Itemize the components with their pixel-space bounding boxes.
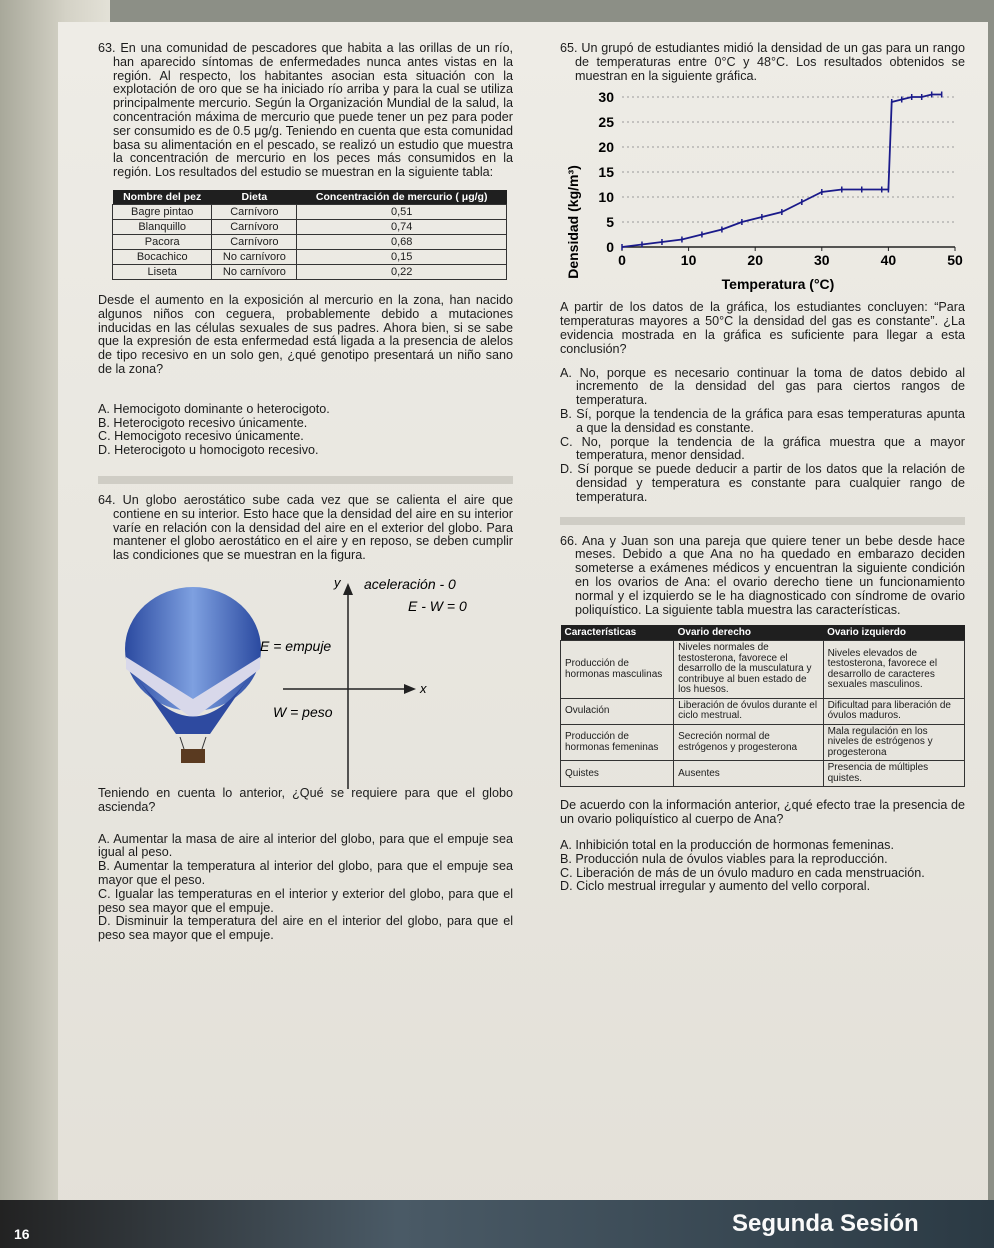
table-row: [561, 698, 965, 724]
x-tick-label: 50: [947, 252, 963, 269]
q64-text: 64. Un globo aerostático sube cada vez que se calienta el aire que contiene en su interior. Esto hace que la densidad del aire en su interior varíe en relación con la densidad del aire en el exterior del globo. Para mantener el globo aerostático en el aire y en reposo, se deben cumplir las condiciones que se muestran en la figura.: [98, 492, 513, 563]
q65-options: [560, 367, 965, 505]
cell: Carnívoro: [212, 234, 297, 249]
hot-air-balloon-icon: [125, 587, 261, 763]
cell: Dificultad para liberación de óvulos maduros.: [823, 698, 964, 724]
cell: Liberación de óvulos durante el ciclo mestrual.: [674, 698, 823, 724]
cell: Quistes: [561, 761, 674, 787]
option-a[interactable]: A. Inhibición total en la producción de hormonas femeninas.: [560, 837, 894, 852]
cell: 0,15: [297, 249, 507, 264]
option-b[interactable]: B. Heterocigoto recesivo únicamente.: [98, 415, 308, 430]
cell: No carnívoro: [212, 249, 297, 264]
option-a[interactable]: A. No, porque es necesario continuar la toma de datos debido al incremento de la densidad del gas para ciertos rangos de temperatura.: [560, 365, 965, 408]
y-tick-label: 25: [598, 114, 614, 131]
q64-options: [98, 833, 513, 943]
x-tick-label: 30: [814, 252, 830, 269]
option-c[interactable]: C. Hemocigoto recesivo únicamente.: [98, 429, 304, 444]
cell: Ausentes: [674, 761, 823, 787]
option-b[interactable]: B. Aumentar la temperatura al interior del globo, para que el empuje sea mayor que el peso.: [98, 859, 513, 887]
equation-label: E - W = 0: [408, 597, 467, 614]
cell: 0,74: [297, 219, 507, 234]
q66-options: [560, 839, 965, 894]
table-header: Nombre del pez: [113, 190, 212, 205]
table-row: [561, 641, 965, 699]
y-tick-label: 0: [606, 239, 614, 256]
cell: Blanquillo: [113, 219, 212, 234]
x-tick-label: 20: [747, 252, 763, 269]
q63-options: [98, 403, 513, 458]
x-axis-label: x: [420, 680, 427, 696]
table-header: Características: [561, 625, 674, 641]
q66-question: De acuerdo con la información anterior, ¿qué efecto trae la presencia de un ovario poliquístico al cuerpo de Ana?: [560, 798, 965, 827]
series-line: [622, 95, 942, 248]
option-d[interactable]: D. Sí porque se puede deducir a partir de los datos que la relación de densidad y temperatura es constante para cualquier rango de temperatura.: [560, 462, 965, 504]
option-d[interactable]: D. Ciclo mestrual irregular y aumento del vello corporal.: [560, 879, 871, 894]
y-tick-label: 5: [606, 214, 614, 231]
section-title: Segunda Sesión: [732, 1210, 919, 1237]
q63-question: Desde el aumento en la exposición al mercurio en la zona, han nacido algunos niños con ceguera, probablemente debido a mutaciones inducidas en las células sexuales de sus padres. Ahora bien, si se sabe que la expresión de esta enfermedad está ligada a la presencia de alelos de tipo recesivo en un solo gen, ¿qué genotipo presentará un niño sano de la zona?: [98, 292, 513, 376]
q65-question: A partir de los datos de la gráfica, los estudiantes concluyen: “Para temperaturas mayores a 50°C la densidad del gas es constante”. ¿La evidencia mostrada en la gráfica es suficiente para llegar a esta conclusión?: [560, 300, 965, 356]
q66-text: 66. Ana y Juan son una pareja que quiere tener un bebe desde hace meses. Debido a que Ana no ha quedado en embarazo deciden someterse a exámenes médicos y encuentran la siguiente condición en los ovarios de Ana: el ovario derecho tiene un funcionamiento normal y el izquierdo se le ha diagnosticado con síndrome de ovario poliquístico. La siguiente tabla muestra las características.: [560, 533, 965, 617]
balloon-figure: [98, 569, 513, 795]
x-tick-label: 40: [880, 252, 897, 269]
y-tick-label: 20: [598, 139, 614, 156]
option-b[interactable]: B. Sí, porque la tendencia de la gráfica para esas temperaturas apunta a que la densidad es constante.: [560, 406, 965, 435]
force-axes: [283, 583, 416, 789]
y-axis-label: y: [334, 574, 341, 590]
table-header: Ovario izquierdo: [823, 625, 964, 641]
option-d[interactable]: D. Disminuir la temperatura del aire en el interior del globo, para que el peso sea mayor que el empuje.: [98, 914, 513, 943]
q66-table: [560, 625, 965, 787]
q63-text: 63. En una comunidad de pescadores que habita a las orillas de un río, han aparecido síntomas de enfermedades nunca antes vistas en la región. Al respecto, los habitantes asocian esta situación con la explotación de oro que se ha iniciado río arriba y para la cual se utiliza principalmente mercurio. Según la Organización Mundial de la salud, la concentración máxima de mercurio que puede tener un pez para poder ser consumido es de 0.5 μg/g. Teniendo en cuenta que esta comunidad basa su alimentación en el pescado, se realizó un estudio que muestra la concentración de mercurio en los peces más consumidos en la región. Los resultados del estudio se muestran en la siguiente tabla:: [98, 41, 513, 180]
y-tick-label: 30: [598, 89, 614, 106]
table-row: [113, 204, 507, 219]
cell: Mala regulación en los niveles de estrógenos y progesterona: [823, 724, 964, 761]
cell: Liseta: [113, 264, 212, 279]
table-row: [113, 264, 507, 279]
table-row: [561, 761, 965, 787]
cell: 0,22: [297, 264, 507, 279]
weight-label: W = peso: [273, 703, 333, 720]
q63-table: [112, 190, 507, 280]
divider: [560, 517, 965, 525]
table-row: [561, 724, 965, 761]
cell: 0,68: [297, 234, 507, 249]
q65-text: 65. Un grupó de estudiantes midió la densidad de un gas para un rango de temperaturas entre 0°C y 48°C. Los resultados obtenidos se muestran en la siguiente gráfica.: [560, 41, 965, 83]
cell: No carnívoro: [212, 264, 297, 279]
cell: Producción de hormonas masculinas: [561, 641, 674, 699]
cell: Producción de hormonas femeninas: [561, 724, 674, 761]
cell: Niveles normales de testosterona, favorece el desarrollo de la musculatura y contribuye al buen estado de los huesos.: [674, 641, 823, 699]
cell: 0,51: [297, 204, 507, 219]
balloon-diagram: [98, 569, 513, 795]
density-chart: [560, 87, 965, 297]
divider: [98, 476, 513, 484]
table-row: [113, 219, 507, 234]
x-tick-label: 10: [680, 252, 697, 269]
cell: Bagre pintao: [113, 204, 212, 219]
cell: Carnívoro: [212, 219, 297, 234]
acceleration-label: aceleración - 0: [364, 575, 456, 592]
q64-question: Teniendo en cuenta lo anterior, ¿Qué se requiere para que el globo ascienda?: [98, 785, 513, 814]
x-axis-title: Temperatura (°C): [721, 276, 835, 293]
table-header: Concentración de mercurio ( μg/g): [297, 190, 507, 205]
cell: Niveles elevados de testosterona, favorece el desarrollo de caracteres sexuales masculinos.: [823, 641, 964, 699]
table-header: Ovario derecho: [674, 625, 823, 641]
x-tick-label: 0: [618, 252, 626, 269]
option-b[interactable]: B. Producción nula de óvulos viables para la reproducción.: [560, 851, 888, 866]
thrust-label: E = empuje: [260, 637, 332, 654]
y-axis-title: Densidad (kg/m³): [565, 165, 581, 280]
table-header: Dieta: [212, 190, 297, 205]
option-c[interactable]: C. Igualar las temperaturas en el interior y exterior del globo, para que el peso sea mayor que el empuje.: [98, 886, 513, 915]
cell: Carnívoro: [212, 204, 297, 219]
cell: Secreción normal de estrógenos y progesterona: [674, 724, 823, 761]
right-column: [560, 42, 965, 894]
table-row: [113, 234, 507, 249]
option-d[interactable]: D. Heterocigoto u homocigoto recesivo.: [98, 443, 319, 458]
left-column: [98, 42, 513, 943]
y-tick-label: 15: [598, 164, 614, 181]
option-a[interactable]: A. Aumentar la masa de aire al interior del globo, para que el empuje sea igual al peso.: [98, 831, 513, 860]
page-number: 16: [14, 1226, 30, 1242]
chart-svg: [560, 87, 965, 297]
cell: Pacora: [113, 234, 212, 249]
option-c[interactable]: C. Liberación de más de un óvulo maduro en cada menstruación.: [560, 865, 925, 880]
cell: Presencia de múltiples quistes.: [823, 761, 964, 787]
y-tick-label: 10: [598, 189, 614, 206]
option-a[interactable]: A. Hemocigoto dominante o heterocigoto.: [98, 401, 330, 416]
table-row: [113, 249, 507, 264]
cell: Bocachico: [113, 249, 212, 264]
cell: Ovulación: [561, 698, 674, 724]
option-c[interactable]: C. No, porque la tendencia de la gráfica muestra que a mayor temperatura, menor densidad.: [560, 434, 965, 463]
